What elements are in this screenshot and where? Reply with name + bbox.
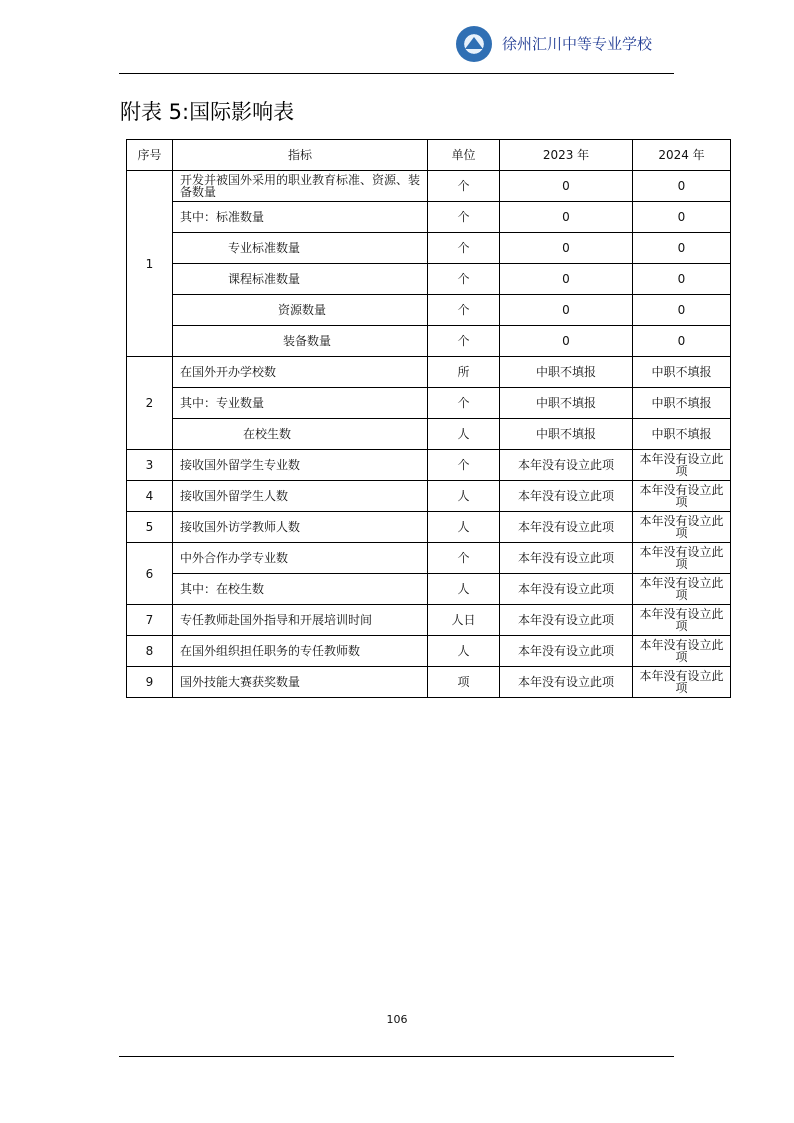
- indicator-cell: 开发并被国外采用的职业教育标准、资源、装备数量: [173, 171, 428, 202]
- unit-cell: 所: [428, 357, 500, 388]
- table-row: [127, 419, 731, 450]
- value-2024-cell: 0: [633, 295, 731, 326]
- unit-cell: 项: [428, 667, 500, 698]
- value-2024-cell: 本年没有设立此项: [633, 605, 731, 636]
- table-row: [127, 605, 731, 636]
- value-2023-cell: 中职不填报: [500, 388, 633, 419]
- value-2024-cell: 本年没有设立此项: [633, 512, 731, 543]
- indicator-cell: 接收国外留学生专业数: [173, 450, 428, 481]
- page-number: 106: [386, 1013, 408, 1026]
- value-2024-cell: 本年没有设立此项: [633, 481, 731, 512]
- unit-cell: 个: [428, 171, 500, 202]
- indicator-cell: 装备数量: [173, 326, 428, 357]
- value-2023-cell: 本年没有设立此项: [500, 667, 633, 698]
- unit-cell: 个: [428, 233, 500, 264]
- unit-cell: 人: [428, 636, 500, 667]
- value-2023-cell: 本年没有设立此项: [500, 543, 633, 574]
- table-row: [127, 388, 731, 419]
- indicator-cell: 其中：专业数量: [173, 388, 428, 419]
- value-2023-cell: 本年没有设立此项: [500, 450, 633, 481]
- unit-cell: 个: [428, 202, 500, 233]
- value-2023-cell: 0: [500, 202, 633, 233]
- indicator-cell: 接收国外访学教师人数: [173, 512, 428, 543]
- table-row: [127, 295, 731, 326]
- unit-cell: 人日: [428, 605, 500, 636]
- value-2024-cell: 0: [633, 326, 731, 357]
- header-cell: 2023 年: [500, 140, 633, 171]
- table-row: [127, 357, 731, 388]
- value-2024-cell: 中职不填报: [633, 388, 731, 419]
- table-row: [127, 171, 731, 202]
- value-2024-cell: 本年没有设立此项: [633, 636, 731, 667]
- indicator-cell: 专任教师赴国外指导和开展培训时间: [173, 605, 428, 636]
- header-cell: 指标: [173, 140, 428, 171]
- value-2024-cell: 0: [633, 264, 731, 295]
- table-row: [127, 667, 731, 698]
- indicator-cell: 在国外开办学校数: [173, 357, 428, 388]
- indicator-cell: 国外技能大赛获奖数量: [173, 667, 428, 698]
- row-number-cell: 7: [127, 605, 173, 636]
- value-2023-cell: 本年没有设立此项: [500, 512, 633, 543]
- value-2023-cell: 中职不填报: [500, 419, 633, 450]
- value-2024-cell: 中职不填报: [633, 419, 731, 450]
- value-2023-cell: 本年没有设立此项: [500, 481, 633, 512]
- value-2024-cell: 本年没有设立此项: [633, 450, 731, 481]
- row-number-cell: 1: [127, 171, 173, 357]
- unit-cell: 个: [428, 450, 500, 481]
- value-2023-cell: 本年没有设立此项: [500, 636, 633, 667]
- page-title: 附表 5:国际影响表: [120, 100, 295, 124]
- value-2024-cell: 中职不填报: [633, 357, 731, 388]
- unit-cell: 人: [428, 481, 500, 512]
- international-influence-table: [126, 139, 731, 698]
- table-row: [127, 202, 731, 233]
- header-cell: 2024 年: [633, 140, 731, 171]
- value-2023-cell: 0: [500, 326, 633, 357]
- table-row: [127, 264, 731, 295]
- row-number-cell: 5: [127, 512, 173, 543]
- value-2024-cell: 0: [633, 171, 731, 202]
- value-2024-cell: 本年没有设立此项: [633, 574, 731, 605]
- header-school-name: 徐州汇川中等专业学校: [502, 35, 653, 53]
- value-2023-cell: 本年没有设立此项: [500, 605, 633, 636]
- row-number-cell: 9: [127, 667, 173, 698]
- value-2024-cell: 0: [633, 202, 731, 233]
- value-2023-cell: 本年没有设立此项: [500, 574, 633, 605]
- header-cell: 序号: [127, 140, 173, 171]
- footer-rule: [119, 1056, 674, 1057]
- table-row: [127, 233, 731, 264]
- value-2024-cell: 本年没有设立此项: [633, 543, 731, 574]
- school-logo: [456, 26, 492, 62]
- indicator-cell: 其中：标准数量: [173, 202, 428, 233]
- row-number-cell: 4: [127, 481, 173, 512]
- row-number-cell: 8: [127, 636, 173, 667]
- table-row: [127, 636, 731, 667]
- row-number-cell: 2: [127, 357, 173, 450]
- table-row: [127, 543, 731, 574]
- value-2023-cell: 0: [500, 295, 633, 326]
- indicator-cell: 其中：在校生数: [173, 574, 428, 605]
- unit-cell: 个: [428, 264, 500, 295]
- indicator-cell: 资源数量: [173, 295, 428, 326]
- value-2023-cell: 0: [500, 171, 633, 202]
- unit-cell: 人: [428, 574, 500, 605]
- value-2023-cell: 0: [500, 264, 633, 295]
- unit-cell: 个: [428, 543, 500, 574]
- table-row: [127, 512, 731, 543]
- table-row: [127, 450, 731, 481]
- header-cell: 单位: [428, 140, 500, 171]
- unit-cell: 个: [428, 326, 500, 357]
- indicator-cell: 在校生数: [173, 419, 428, 450]
- table-header-row: [127, 140, 731, 171]
- value-2024-cell: 本年没有设立此项: [633, 667, 731, 698]
- unit-cell: 人: [428, 419, 500, 450]
- unit-cell: 个: [428, 388, 500, 419]
- value-2023-cell: 0: [500, 233, 633, 264]
- indicator-cell: 专业标准数量: [173, 233, 428, 264]
- table-row: [127, 326, 731, 357]
- indicator-cell: 接收国外留学生人数: [173, 481, 428, 512]
- indicator-cell: 在国外组织担任职务的专任教师数: [173, 636, 428, 667]
- row-number-cell: 6: [127, 543, 173, 605]
- value-2024-cell: 0: [633, 233, 731, 264]
- value-2023-cell: 中职不填报: [500, 357, 633, 388]
- row-number-cell: 3: [127, 450, 173, 481]
- unit-cell: 个: [428, 295, 500, 326]
- header-rule: [119, 73, 674, 74]
- table-row: [127, 574, 731, 605]
- indicator-cell: 课程标准数量: [173, 264, 428, 295]
- table-row: [127, 481, 731, 512]
- indicator-cell: 中外合作办学专业数: [173, 543, 428, 574]
- unit-cell: 人: [428, 512, 500, 543]
